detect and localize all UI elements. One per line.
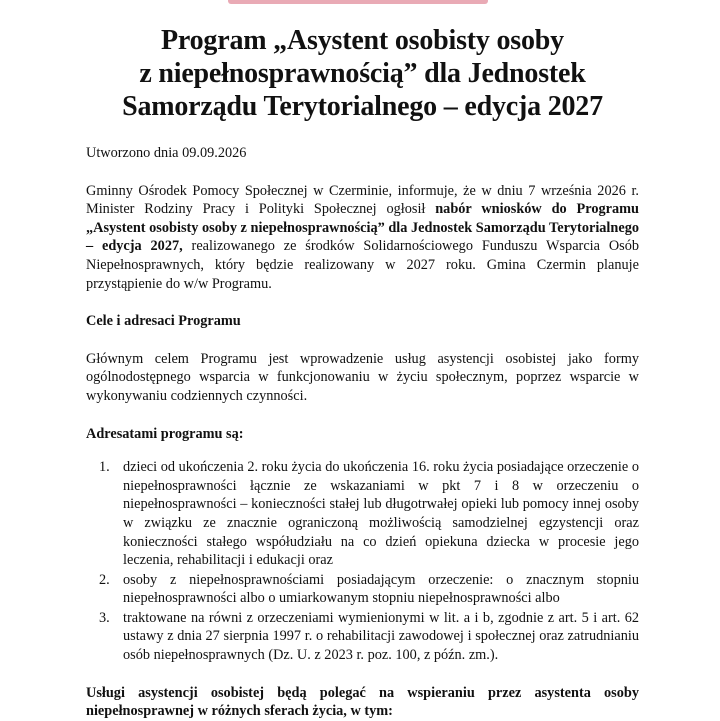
creation-date: Utworzono dnia 09.09.2026 [86,145,247,161]
list-item-text: osoby z niepełnosprawnościami posiadającym orzeczenie: o znacznym stopniu niepełnosprawności albo o umiarkowanym stopniu niepełnosprawności albo [123,571,639,607]
addressees-list [86,458,639,665]
header-logo-fragment [228,0,488,4]
list-item-number: 1. [99,459,110,476]
intro-text-1: Gminny Ośrodek Pomocy Społecznej w Czerminie, informuje, że w dniu 7 września 2026 r. Minister Rodziny Pracy i Polityki Społecznej ogłosił [86,182,639,218]
services-paragraph: Usługi asystencji osobistej będą polegać na wspieraniu przez asystenta osoby niepełnosprawnej w różnych sferach życia, w tym: [86,684,639,720]
addressees-heading: Adresatami programu są: [86,425,244,442]
list-item [99,609,639,665]
section-heading-goals: Cele i adresaci Programu [86,313,241,330]
intro-paragraph [86,182,639,294]
list-item [99,571,639,608]
list-item-number: 2. [99,571,110,588]
title-line-1: Program „Asystent osobisty osoby [161,25,564,56]
intro-text-2: realizowanego ze środków Solidarnościowego Funduszu Wsparcia Osób Niepełnosprawnych, który będzie realizowany w 2027 roku. Gmina Czermin planuje przystąpienie do w/w Programu. [86,238,640,292]
document-title [86,24,639,123]
list-item-text: dzieci od ukończenia 2. roku życia do ukończenia 16. roku życia posiadające orzeczenie o niepełnosprawności łącznie ze wskazaniami w pkt 7 i 8 w orzeczeniu o niepełnosprawności – konieczności stałej lub długotrwałej opieki lub pomocy innej osoby w związku ze znacznie ograniczoną możliwością samodzielnej egzystencji oraz konieczności stałego współudziału na co dzień opiekuna dziecka w procesie jego leczenia, rehabilitacji i edukacji oraz [123,459,639,569]
list-item-number: 3. [99,609,110,626]
intro-bold-program: nabór wniosków do Programu „Asystent osobisty osoby z niepełnosprawnością” dla Jednostek Samorządu Terytorialnego – edycja 2027, [86,201,639,255]
goal-paragraph: Głównym celem Programu jest wprowadzenie usług asystencji osobistej jako formy ogólnodostępnego wsparcia w funkcjonowaniu w życiu społecznym, poprzez wsparcie w wykonywaniu codziennych czynności. [86,350,639,404]
document-page [86,24,639,721]
title-line-3: Samorządu Terytorialnego – edycja 2027 [122,91,603,122]
list-item-text: traktowane na równi z orzeczeniami wymienionymi w lit. a i b, zgodnie z art. 5 i art. 62 ustawy z dnia 27 sierpnia 1997 r. o rehabilitacji zawodowej i społecznej oraz zatrudnianiu osób niepełnosprawnych (Dz. U. z 2023 r. poz. 100, z późn. zm.). [123,609,639,664]
list-item [99,458,639,570]
title-line-2: z niepełnosprawnością” dla Jednostek [139,58,586,89]
